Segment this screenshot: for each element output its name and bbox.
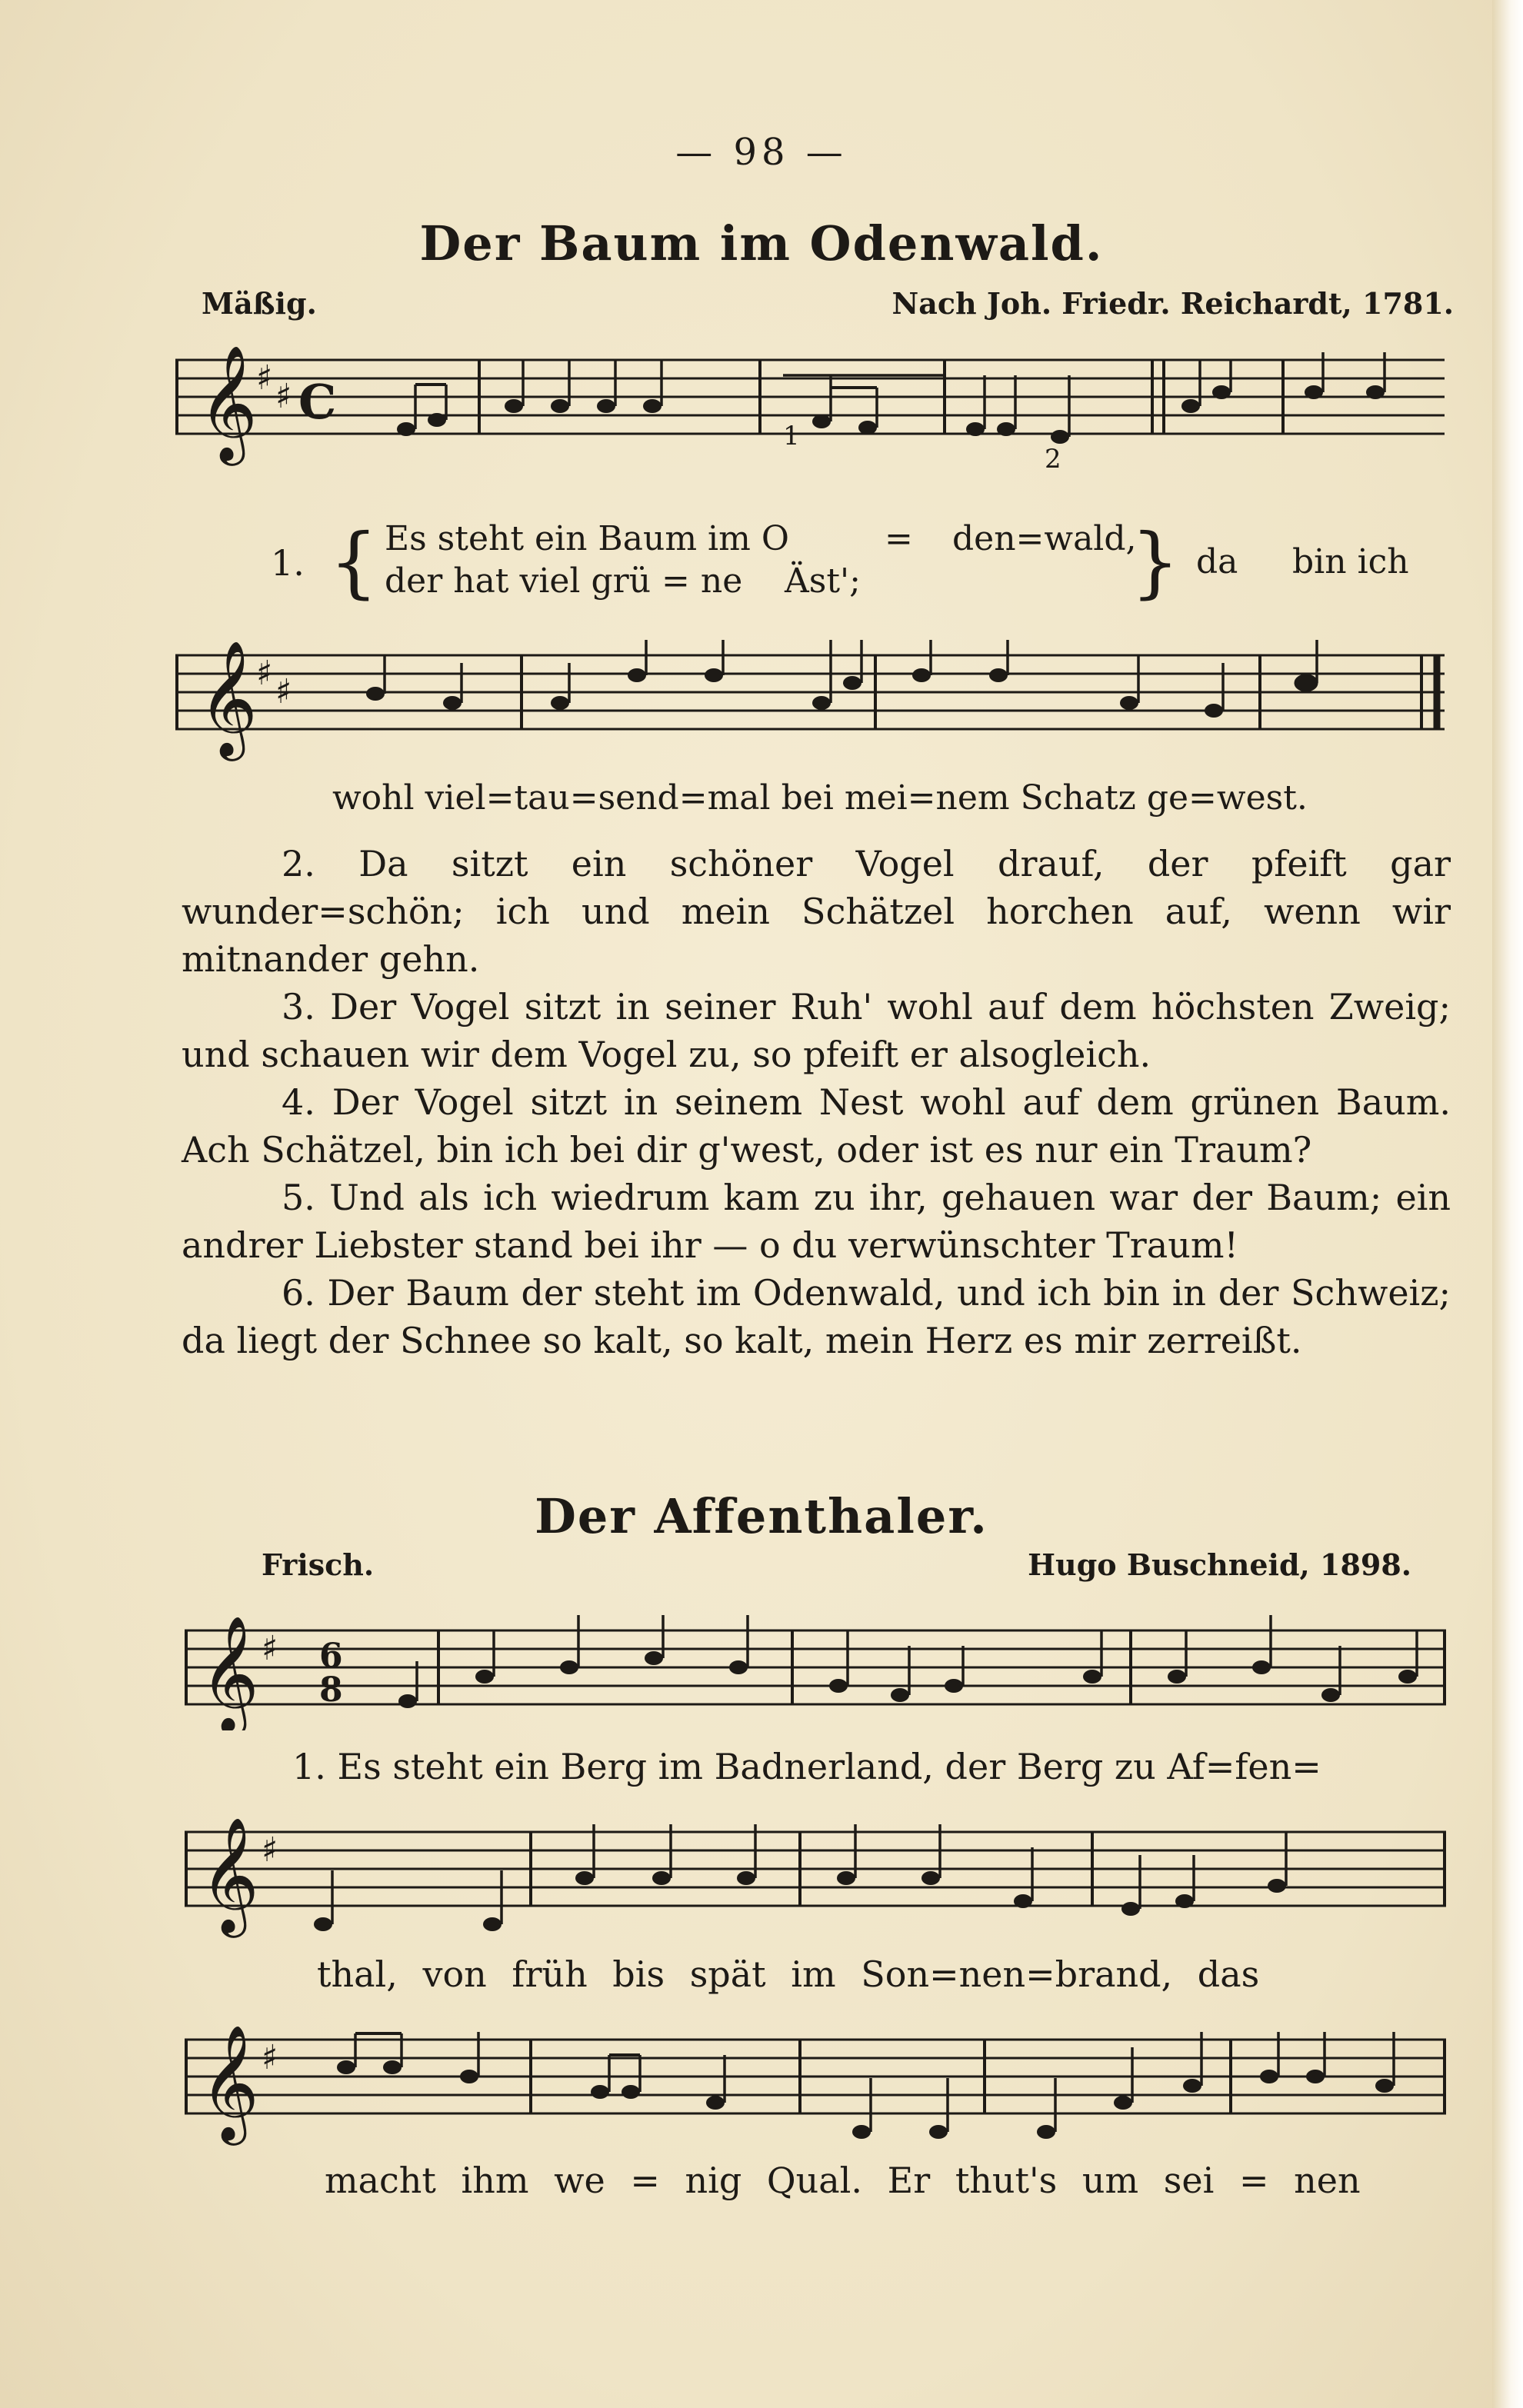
song1-tempo: Mäßig.: [202, 286, 317, 321]
svg-text:𝄞: 𝄞: [200, 1816, 259, 1933]
svg-text:♯: ♯: [262, 1830, 278, 1870]
song1-lyric-1b: der hat viel grü = ne: [385, 561, 743, 601]
treble-clef-icon: 𝄞: [198, 345, 258, 461]
verse-4: 4. Der Vogel sitzt in seinem Nest wohl auf dem grünen Baum. Ach Schätzel, bin ich bei dir g'west, oder ist es nur ein Traum?: [182, 1081, 1451, 1171]
song1-credit: Nach Joh. Friedr. Reichardt, 1781.: [891, 286, 1454, 321]
song2-staff-2: [185, 1809, 1454, 1940]
svg-text:♯: ♯: [256, 358, 273, 398]
svg-text:♯: ♯: [275, 672, 292, 711]
verse-2: 2. Da sitzt ein schöner Vogel drauf, der pfeift gar wunder=schön; ich und mein Schätzel horchen auf, wenn wir mitnander gehn.: [182, 843, 1451, 980]
song2-title: Der Affenthaler.: [535, 1488, 988, 1544]
song2-staff-3: [185, 2017, 1454, 2147]
svg-text:♯: ♯: [262, 2038, 278, 2077]
song2-lyric-1: 1. Es steht ein Berg im Badnerland, der Berg zu Af=fen=: [292, 1746, 1321, 1787]
svg-text:♯: ♯: [262, 1629, 278, 1668]
song1-lyric-1b-end: Äst';: [785, 561, 861, 601]
verse-3: 3. Der Vogel sitzt in seiner Ruh' wohl auf dem höchsten Zweig; und schauen wir dem Vogel zu, so pfeift er alsogleich.: [182, 986, 1451, 1075]
song1-lyric-1a-end: den=wald,: [952, 519, 1137, 558]
song1-staff-2: [175, 632, 1452, 771]
song1-title: Der Baum im Odenwald.: [419, 215, 1104, 271]
page-number: — 98 —: [675, 131, 848, 174]
verse-5: 5. Und als ich wiedrum kam zu ihr, gehauen war der Baum; ein andrer Liebster stand bei ihr — o du verwünschter Traum!: [182, 1177, 1451, 1266]
brace-right-icon: }: [1131, 517, 1180, 607]
svg-text:♯: ♯: [256, 654, 273, 693]
svg-text:𝄞: 𝄞: [198, 639, 258, 756]
song2-lyric-3: macht ihm we = nig Qual. Er thut's um sei = nen: [325, 2160, 1361, 2201]
song1-staff-1: [175, 345, 1452, 498]
song1-verses: [182, 840, 1451, 1364]
song1-lyric-1a-hyphen: =: [885, 519, 913, 558]
song1-lyric-2: wohl viel=tau=send=mal bei mei=nem Schatz ge=west.: [332, 778, 1308, 818]
svg-text:𝄞: 𝄞: [200, 1614, 259, 1730]
song2-staff-1: [185, 1600, 1454, 1730]
page-edge: [1492, 0, 1523, 2408]
song2-lyric-2: thal, von früh bis spät im Son=nen=brand, das: [317, 1953, 1260, 1995]
song1-lyric-1a: Es steht ein Baum im O: [385, 519, 789, 558]
song2-credit: Hugo Buschneid, 1898.: [1028, 1547, 1411, 1582]
brace-left-icon: {: [329, 517, 378, 607]
svg-text:1: 1: [783, 421, 800, 451]
svg-text:8: 8: [319, 1670, 343, 1710]
svg-text:6: 6: [319, 1637, 343, 1676]
svg-text:♯: ♯: [275, 377, 292, 416]
song1-lyric-1-after2: bin ich: [1292, 542, 1409, 581]
svg-text:2: 2: [1045, 444, 1061, 475]
song2-tempo: Frisch.: [262, 1547, 375, 1582]
svg-text:C: C: [298, 374, 337, 430]
song1-verse-label: 1.: [271, 542, 305, 584]
svg-text:𝄞: 𝄞: [200, 2023, 259, 2140]
song1-lyric-1-after: da: [1196, 542, 1238, 581]
verse-6: 6. Der Baum der steht im Odenwald, und ich bin in der Schweiz; da liegt der Schnee so kalt, so kalt, mein Herz es mir zerreißt.: [182, 1272, 1451, 1361]
